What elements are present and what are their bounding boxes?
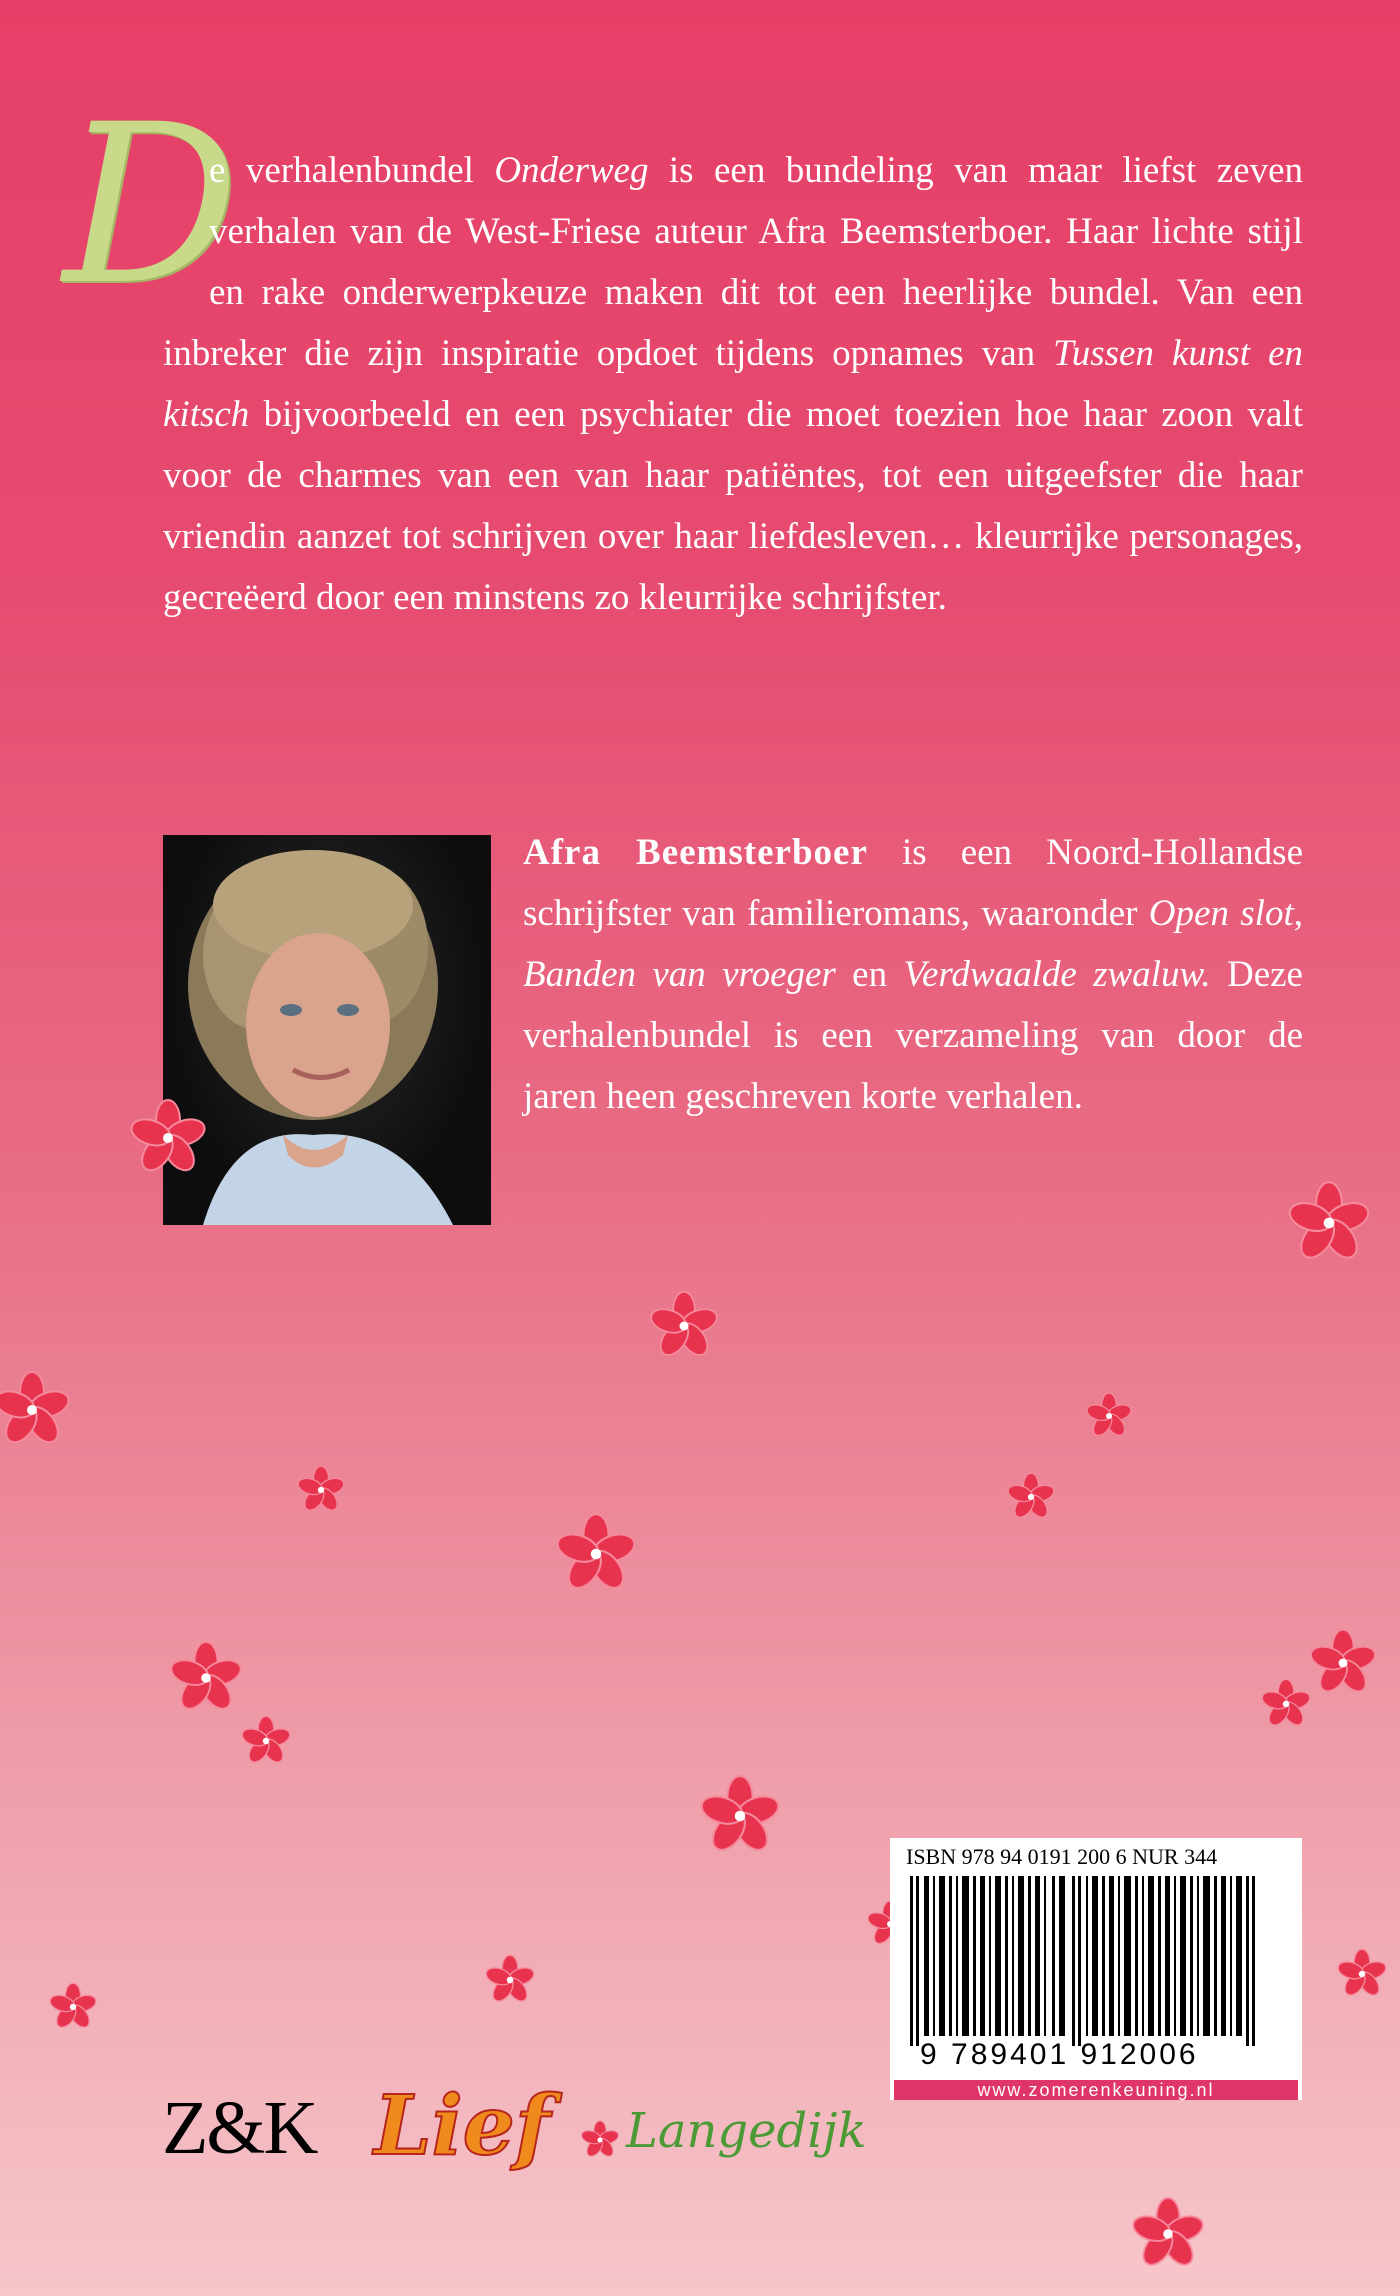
bio-book-title: Banden van vroeger: [523, 954, 836, 995]
author-photo: [163, 835, 491, 1225]
blurb-show-title: Tussen kunst en kitsch: [163, 333, 1303, 435]
bio-book-title: Verdwaalde zwaluw.: [903, 954, 1211, 995]
flower-icon: [0, 1370, 72, 1450]
bio-text-part: is een Noord-Hollandse schrijfster van familieromans, waaronder: [523, 832, 1303, 934]
flower-icon: [1085, 1392, 1133, 1440]
flower-icon: [1286, 1180, 1372, 1266]
flower-icon: [1260, 1678, 1312, 1730]
barcode-icon: [906, 1876, 1286, 2046]
flower-icon: [484, 1954, 536, 2006]
flower-icon: [168, 1640, 244, 1716]
publisher-website[interactable]: www.zomerenkeuning.nl: [894, 2080, 1298, 2100]
flower-icon: [240, 1715, 292, 1767]
blurb-text-part: is een bundeling van maar liefst zeven verhalen van de West-Friese auteur Afra Beemsterboer. Haar lichte stijl en rake onderwerpkeuze maken dit tot een heerlijke bundel. Van een inbreker die zijn inspiratie opdoet tijdens opnames van: [163, 150, 1303, 374]
flower-icon: [648, 1290, 720, 1362]
barcode-block: [890, 1838, 1302, 2100]
flower-icon: [1336, 1948, 1388, 2000]
bio-text-part: en: [835, 954, 904, 995]
flower-icon: [554, 1512, 638, 1596]
author-bio: [523, 822, 1303, 1127]
flower-icon: [1308, 1628, 1378, 1698]
bio-book-title: Open slot: [1148, 893, 1294, 934]
zk-logo: Z&K: [162, 2086, 317, 2170]
flower-icon: [48, 1982, 98, 2032]
barcode-number: 9 789401 912006: [920, 2038, 1199, 2071]
blurb-text-part: e verhalenbundel: [209, 150, 495, 191]
bio-text-part: Deze verhalenbundel is een verzameling van door de jaren heen geschreven korte verhalen.: [523, 954, 1303, 1117]
flower-icon: [1130, 2196, 1206, 2272]
blurb-paragraph: [163, 140, 1303, 628]
blurb-book-title: Onderweg: [494, 150, 649, 191]
langedijk-logo: Langedijk: [626, 2103, 867, 2159]
flower-icon: [128, 1098, 208, 1178]
flower-icon: [296, 1465, 346, 1515]
blurb-text-part: bijvoorbeeld en een psychiater die moet toezien hoe haar zoon valt voor de charmes van een van haar patiëntes, tot een uitgeefster die haar vriendin aanzet tot schrijven over haar liefdesleven… kleurrijke personages, gecreëerd door een minstens zo kleurrijke schrijfster.: [163, 394, 1303, 618]
flower-icon: [580, 2120, 620, 2160]
flower-icon: [1006, 1472, 1056, 1522]
author-name: Afra Beemsterboer: [523, 832, 868, 873]
lief-logo: Lief: [374, 2078, 551, 2174]
isbn-text: ISBN 978 94 0191 200 6 NUR 344: [906, 1844, 1218, 1869]
bio-text-part: ,: [1293, 893, 1303, 934]
blurb-text: [63, 77, 1303, 628]
drop-cap: D: [63, 77, 240, 333]
flower-icon: [698, 1774, 782, 1858]
